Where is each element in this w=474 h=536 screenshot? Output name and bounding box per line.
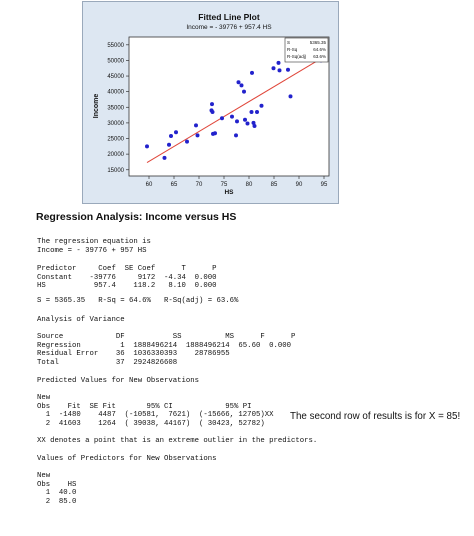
y-tick-label: 55000 xyxy=(107,42,124,49)
data-point xyxy=(240,83,244,87)
coefficient-table: Predictor Coef SE Coef T P Constant -39776 9172 -4.34 0.000 HS 957.4 118.2 8.10 0.000 xyxy=(37,265,217,291)
data-point xyxy=(196,133,200,137)
chart-title: Fitted Line Plot xyxy=(198,12,260,22)
x-axis-label: HS xyxy=(224,189,234,196)
regression-heading: Regression Analysis: Income versus HS xyxy=(36,211,237,223)
predicted-values: Predicted Values for New Observations New Obs Fit SE Fit 95% CI 95% PI 1 -1480 4487 (-10581, 7621) (-15666, 12705)XX 2 41603 1264 ( 39038, 44167) ( 30423, 52782) xyxy=(37,377,274,428)
anova-table: Analysis of Variance Source DF SS MS F P Regression 1 1888496214 1888496214 65.60 0.000 Residual Error 36 1036330393 28786955 Total 37 2924826608 xyxy=(37,316,296,367)
data-point xyxy=(286,68,290,72)
y-axis-label: Income xyxy=(93,93,100,119)
data-point xyxy=(242,90,246,94)
x-tick-label: 90 xyxy=(295,182,303,188)
data-point xyxy=(246,122,250,126)
predictor-values: Values of Predictors for New Observations New Obs HS 1 40.0 2 85.0 xyxy=(37,455,217,506)
data-point xyxy=(185,140,189,144)
data-point xyxy=(278,68,282,72)
x-tick-label: 60 xyxy=(145,182,153,188)
data-point xyxy=(289,94,293,98)
stats-label-rsq: R-Sq xyxy=(287,47,298,52)
data-point xyxy=(145,144,149,148)
stats-value-s: 5365.35 xyxy=(309,40,326,45)
data-point xyxy=(272,66,276,70)
data-point xyxy=(243,118,247,122)
data-point xyxy=(194,123,198,127)
data-point xyxy=(230,115,234,119)
x-tick-label: 95 xyxy=(320,182,328,188)
x-tick-label: 70 xyxy=(195,182,203,188)
regression-equation: The regression equation is Income = - 39776 + 957 HS xyxy=(37,238,151,255)
model-summary: S = 5365.35 R-Sq = 64.6% R-Sq(adj) = 63.6% xyxy=(37,297,239,305)
chart-panel xyxy=(82,1,339,204)
data-point xyxy=(174,130,178,134)
data-point xyxy=(213,131,217,135)
data-point xyxy=(234,133,238,137)
data-point xyxy=(253,124,257,128)
y-axis-ticks xyxy=(107,43,129,174)
y-tick-label: 15000 xyxy=(107,167,124,174)
outlier-footnote: XX denotes a point that is an extreme outlier in the predictors. xyxy=(37,437,318,445)
y-tick-label: 30000 xyxy=(107,120,124,127)
y-tick-label: 35000 xyxy=(107,105,124,112)
y-tick-label: 45000 xyxy=(107,74,124,81)
annotation-note: The second row of results is for X = 85! xyxy=(290,411,461,422)
data-point xyxy=(255,110,259,114)
y-tick-label: 25000 xyxy=(107,136,124,143)
data-point xyxy=(260,104,264,108)
stats-box xyxy=(285,38,328,62)
data-point xyxy=(250,110,254,114)
data-point xyxy=(210,102,214,106)
stats-value-rsq-adj: 63.6% xyxy=(313,54,326,59)
stats-label-s: S xyxy=(287,40,291,45)
chart-subtitle: Income = - 39776 + 957.4 HS xyxy=(186,24,272,31)
data-point xyxy=(250,71,254,75)
data-point xyxy=(169,134,173,138)
fitted-line-plot xyxy=(83,2,338,203)
stats-label-rsq-adj: R-Sq(adj) xyxy=(287,54,307,59)
data-point xyxy=(277,61,281,65)
x-tick-label: 85 xyxy=(270,182,278,188)
data-point xyxy=(235,119,239,123)
x-tick-label: 80 xyxy=(245,182,253,188)
data-point xyxy=(163,156,167,160)
x-tick-label: 75 xyxy=(220,182,228,188)
stats-value-rsq: 64.6% xyxy=(313,47,326,52)
y-tick-label: 40000 xyxy=(107,89,124,96)
y-tick-label: 20000 xyxy=(107,152,124,159)
data-point xyxy=(167,143,171,147)
data-point xyxy=(237,80,241,84)
x-axis-ticks xyxy=(146,176,328,188)
data-point xyxy=(220,116,224,120)
x-tick-label: 65 xyxy=(170,182,178,188)
data-point xyxy=(211,110,215,114)
y-tick-label: 50000 xyxy=(107,58,124,65)
